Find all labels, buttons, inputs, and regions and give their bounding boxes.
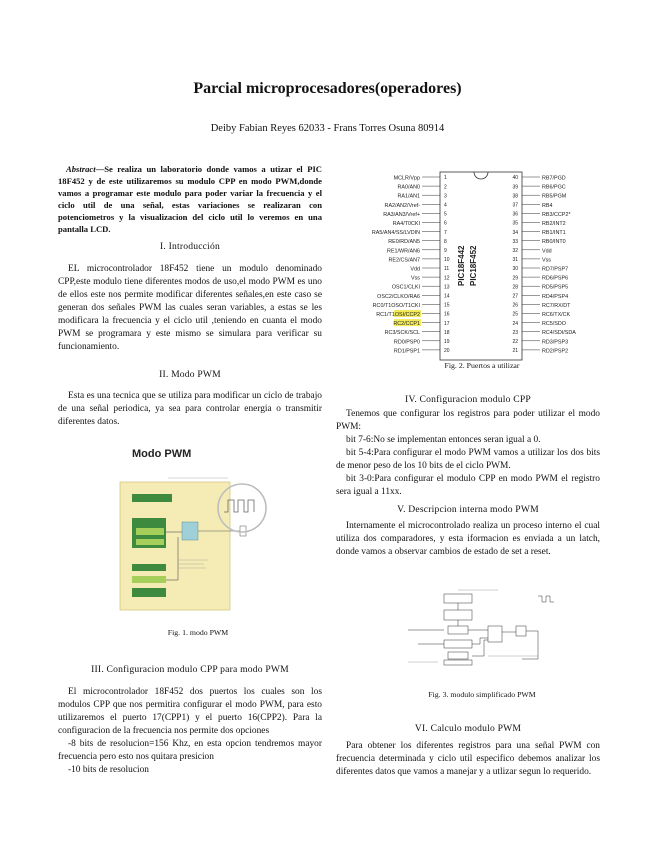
pin-label-right: RB5/PGM <box>542 193 567 200</box>
fig3-waveform <box>538 596 554 602</box>
descripcion-paragraph: Internamente el microcontrolado realiza un proceso interno el cual utiliza dos comparadores, y esta iformacion es enviada a un latch, donde vamos a observar cambios de estado de set a reset. <box>336 521 600 557</box>
pin-number-left: 7 <box>444 229 447 236</box>
abstract-text: —Se realiza un laboratorio donde vamos a utizar el PIC 18F452 y de este utilizaremos su modulo CPP en modo PWM,donde vamos a programar este modulo para poder variar la frecuencia y el ciclo util de una señal, estas variaciones se realizaran con potenciometros y la visualizacion del ciclo util lo veremos en una pantalla LCD. <box>58 164 322 234</box>
fig3-block-comparator-1 <box>448 626 468 634</box>
fig3-block-ccpr1h <box>444 610 472 620</box>
pin-number-right: 32 <box>512 248 518 254</box>
pin-label-left: RC1/T1OSI/CCP2 <box>376 312 420 318</box>
chip-label-452: PIC18F452 <box>469 245 478 286</box>
paper-authors: Deiby Fabian Reyes 62033 - Frans Torres Osuna 80914 <box>210 123 445 134</box>
pin-number-left: 10 <box>444 257 450 264</box>
section-title-descripcion-interna: V. Descripcion interna modo PWM <box>397 504 539 515</box>
pin-label-left: RA2/AN2/Vref- <box>384 202 420 209</box>
config-paragraph-3: -10 bits de resolucion <box>68 765 149 775</box>
pin-label-right: RD3/PSP3 <box>542 339 569 346</box>
pin-label-right: RB7/PGD <box>542 175 566 182</box>
pin-label-left: RC3/SCK/SCL <box>384 330 420 337</box>
pin-number-right: 36 <box>512 211 518 218</box>
fig1-block-tmr2 <box>132 564 166 571</box>
pin-label-right: RD2/PSP2 <box>542 348 569 355</box>
pin-number-right: 38 <box>512 193 518 200</box>
fig1-block-duty-register <box>132 494 172 502</box>
section-config-cpp-text <box>336 408 600 499</box>
section-calculo-text <box>336 740 600 779</box>
pin-number-left: 17 <box>444 320 450 327</box>
pin-label-left: RA0/AN0 <box>397 184 420 191</box>
pin-label-right: Vdd <box>542 248 552 255</box>
pin-number-right: 23 <box>512 329 518 336</box>
chip-label-442: PIC18F442 <box>457 245 466 286</box>
pin-label-right: Vss <box>542 257 551 264</box>
pin-number-left: 12 <box>444 275 450 282</box>
config-paragraph-1: El microcontrolador 18F452 dos puertos los cuales son los modulos CPP que nos permitira configurar el modo PWM, para esto utilizaremos el puerto 17(CPP1) y el puerto 16(CPP2). Para la configuracion de la frecuencia nos permite dos opciones <box>58 687 322 736</box>
pin-number-left: 8 <box>444 238 447 245</box>
pin-number-right: 25 <box>512 311 518 318</box>
pin-number-right: 33 <box>512 238 518 245</box>
pin-number-left: 20 <box>444 348 450 355</box>
pin-number-left: 6 <box>444 220 447 227</box>
pin-label-right: RD5/PSP5 <box>542 284 569 291</box>
fig3-block-pr2 <box>444 660 472 665</box>
pin-label-right: RC7/RX/DT <box>542 302 571 309</box>
figure-2-pinout <box>372 168 596 368</box>
pin-label-left: RD0/PSP0 <box>393 339 420 346</box>
pin-label-right: RB1/INT1 <box>542 230 566 237</box>
cpp-paragraph-4: bit 3-0:Para configurar el modulo CPP en modo PWM el registro sera igual a 11xx. <box>336 474 600 497</box>
pin-number-left: 18 <box>444 329 450 336</box>
pin-number-right: 28 <box>512 284 518 291</box>
cpp-paragraph-1: Tenemos que configurar los registros para poder utilizar el modo PWM: <box>336 409 600 432</box>
section-modo-pwm-text <box>58 390 322 429</box>
abstract <box>58 163 322 235</box>
pin-number-left: 3 <box>444 193 447 200</box>
section-title-calculo: VI. Calculo modulo PWM <box>414 723 522 734</box>
pin-label-right: RB2/INT2 <box>542 221 566 227</box>
chip-body <box>440 172 522 360</box>
pin-number-right: 24 <box>512 320 518 327</box>
pin-number-left: 11 <box>444 266 450 273</box>
pin-label-right: RB0/INT0 <box>542 239 566 246</box>
pin-label-right: RC5/SDO <box>542 321 566 328</box>
section-title-configuracion-cpp: IV. Configuracion modulo CPP <box>405 394 531 405</box>
pin-number-left: 4 <box>444 202 447 209</box>
section-intro-text <box>58 263 322 354</box>
fig1-block-pr2 <box>132 588 166 597</box>
pin-label-left: RA1/AN1 <box>397 193 420 200</box>
pin-label-left: RC2/CCP1 <box>393 321 420 328</box>
figure-1-modo-pwm <box>118 442 278 618</box>
pin-number-right: 34 <box>512 229 518 236</box>
section-descripcion-text <box>336 520 600 559</box>
paper-title: Parcial microprocesadores(operadores) <box>193 80 462 97</box>
fig1-block-sr-latch <box>182 522 198 540</box>
pin-label-left: Vdd <box>410 266 420 273</box>
pin-number-right: 40 <box>512 175 518 182</box>
fig1-block-latch <box>136 539 164 545</box>
pwm-module-diagram <box>118 442 278 618</box>
fig3-block-ccpr1l <box>444 594 472 603</box>
pin-label-left: RE0/RD/AN5 <box>388 239 420 246</box>
pin-label-right: RC4/SDI/SDA <box>542 330 576 337</box>
pin-label-left: OSC1/CLKI <box>391 284 420 291</box>
pin-label-right: RD4/PSP4 <box>542 293 569 300</box>
pin-number-right: 21 <box>512 348 518 355</box>
pin-label-left: RD1/PSP1 <box>393 348 420 355</box>
pin-number-left: 5 <box>444 211 447 218</box>
simplified-pwm-diagram <box>388 586 564 666</box>
fig3-block-pin <box>516 626 526 636</box>
cpp-paragraph-2: bit 7-6:No se implementan entonces seran igual a 0. <box>346 435 541 445</box>
pin-label-left: RE1/WR/AN6 <box>387 248 420 255</box>
pin-label-right: RB6/PGC <box>542 184 566 191</box>
pin-label-left: RA5/AN4/SS/LVDIN <box>372 230 420 237</box>
pin-label-left: Vss <box>411 275 420 282</box>
pin-label-left: RE2/CS/AN7 <box>388 257 420 264</box>
section-title-configuracion-cpp-pwm: III. Configuracion modulo CPP para modo PWM <box>91 664 289 675</box>
calculo-paragraph: Para obtener los diferentes registros para una señal PWM con frecuencia determinada y ciclo util especifico debemos analizar los diferentes datos que vamos a manejar y a utlizar segun lo requerido. <box>336 741 600 777</box>
fig1-block-comparator-1 <box>136 528 164 535</box>
pin-label-left: MCLR/Vpp <box>393 175 420 182</box>
pin-number-right: 22 <box>512 339 518 345</box>
fig3-block-tmr2 <box>444 640 472 648</box>
pin-label-left: RC0/T1OSO/T1CKI <box>372 302 420 309</box>
pin-number-left: 14 <box>444 293 450 300</box>
config-paragraph-2: -8 bits de resolucion=156 Khz, en esta opcion tendremos mayor frecuencia pero esto nos quitara presicion <box>58 739 322 762</box>
section-config-cpp-pwm-text <box>58 686 322 777</box>
pin-number-right: 31 <box>512 257 518 264</box>
figure-3-caption: Fig. 3. modulo simplificado PWM <box>428 690 536 699</box>
pin-label-right: RD7/PSP7 <box>542 266 569 273</box>
fig1-block-comparator-2 <box>132 576 166 583</box>
pin-label-right: RD6/PSP6 <box>542 275 569 282</box>
pin-label-right: RB4 <box>542 202 553 209</box>
pic-pinout-diagram <box>372 168 596 368</box>
pin-number-left: 16 <box>444 311 450 318</box>
pin-number-left: 2 <box>444 184 447 191</box>
pin-number-left: 13 <box>444 284 450 291</box>
pin-number-left: 9 <box>444 248 447 254</box>
pin-number-left: 15 <box>444 302 450 309</box>
fig3-wires <box>458 603 538 659</box>
pin-label-left: OSC2/CLKO/RA6 <box>377 293 420 300</box>
fig3-block-latch <box>488 626 502 642</box>
pin-number-right: 30 <box>512 266 518 273</box>
fig3-input-wires <box>408 630 444 644</box>
cpp-paragraph-3: bit 5-4:Para configurar el modo PWM vamos a utilizar los dos bits de menor peso de los 10 bits de el ciclo PWM. <box>336 448 600 471</box>
pin-number-right: 27 <box>512 293 518 300</box>
pin-number-left: 1 <box>444 175 447 182</box>
pin-number-right: 37 <box>512 202 518 209</box>
section-title-modo-pwm: II. Modo PWM <box>159 369 221 380</box>
pin-label-left: RA4/T0CKI <box>392 221 420 227</box>
abstract-label: Abstract <box>66 164 96 174</box>
figure-2-caption: Fig. 2. Puertos a utilizar <box>444 361 520 370</box>
section-title-introduccion: I. Introducción <box>159 241 220 252</box>
pin-number-right: 26 <box>512 302 518 309</box>
pin-label-left: RA3/AN3/Vref+ <box>383 211 420 218</box>
intro-paragraph: EL microcontrolador 18F452 tiene un modulo denominado CPP,este modulo tiene diferentes modos de uso,el modo PWM es uno de ellos este nos permite modificar diferentes señales,en este caso se generan dos señales PWM las cuales seran variables, a estas se les modificara la frecuencia y el ciclo util ,teniendo en cuanta el modo PWM se programara y este mismo se simulara para verificar su funcionamiento. <box>58 264 322 352</box>
pin-label-right: RB3/CCP2* <box>542 211 571 218</box>
figure-1-caption: Fig. 1. modo PWM <box>167 628 229 637</box>
modo-pwm-paragraph: Esta es una tecnica que se utiliza para modificar un ciclo de trabajo de una señal periodica, ya sea para controlar energia o transmitir diferentes datos. <box>58 391 322 427</box>
pin-label-right: RC6/TX/CK <box>542 312 571 318</box>
pin-number-left: 19 <box>444 339 450 345</box>
pin-number-right: 39 <box>512 184 518 191</box>
fig3-block-comparator-2 <box>448 652 468 659</box>
pin-number-right: 35 <box>512 220 518 227</box>
figure-3-simplified-pwm <box>388 586 564 666</box>
fig1-heading: Modo PWM <box>132 448 192 460</box>
pin-number-right: 29 <box>512 275 518 282</box>
